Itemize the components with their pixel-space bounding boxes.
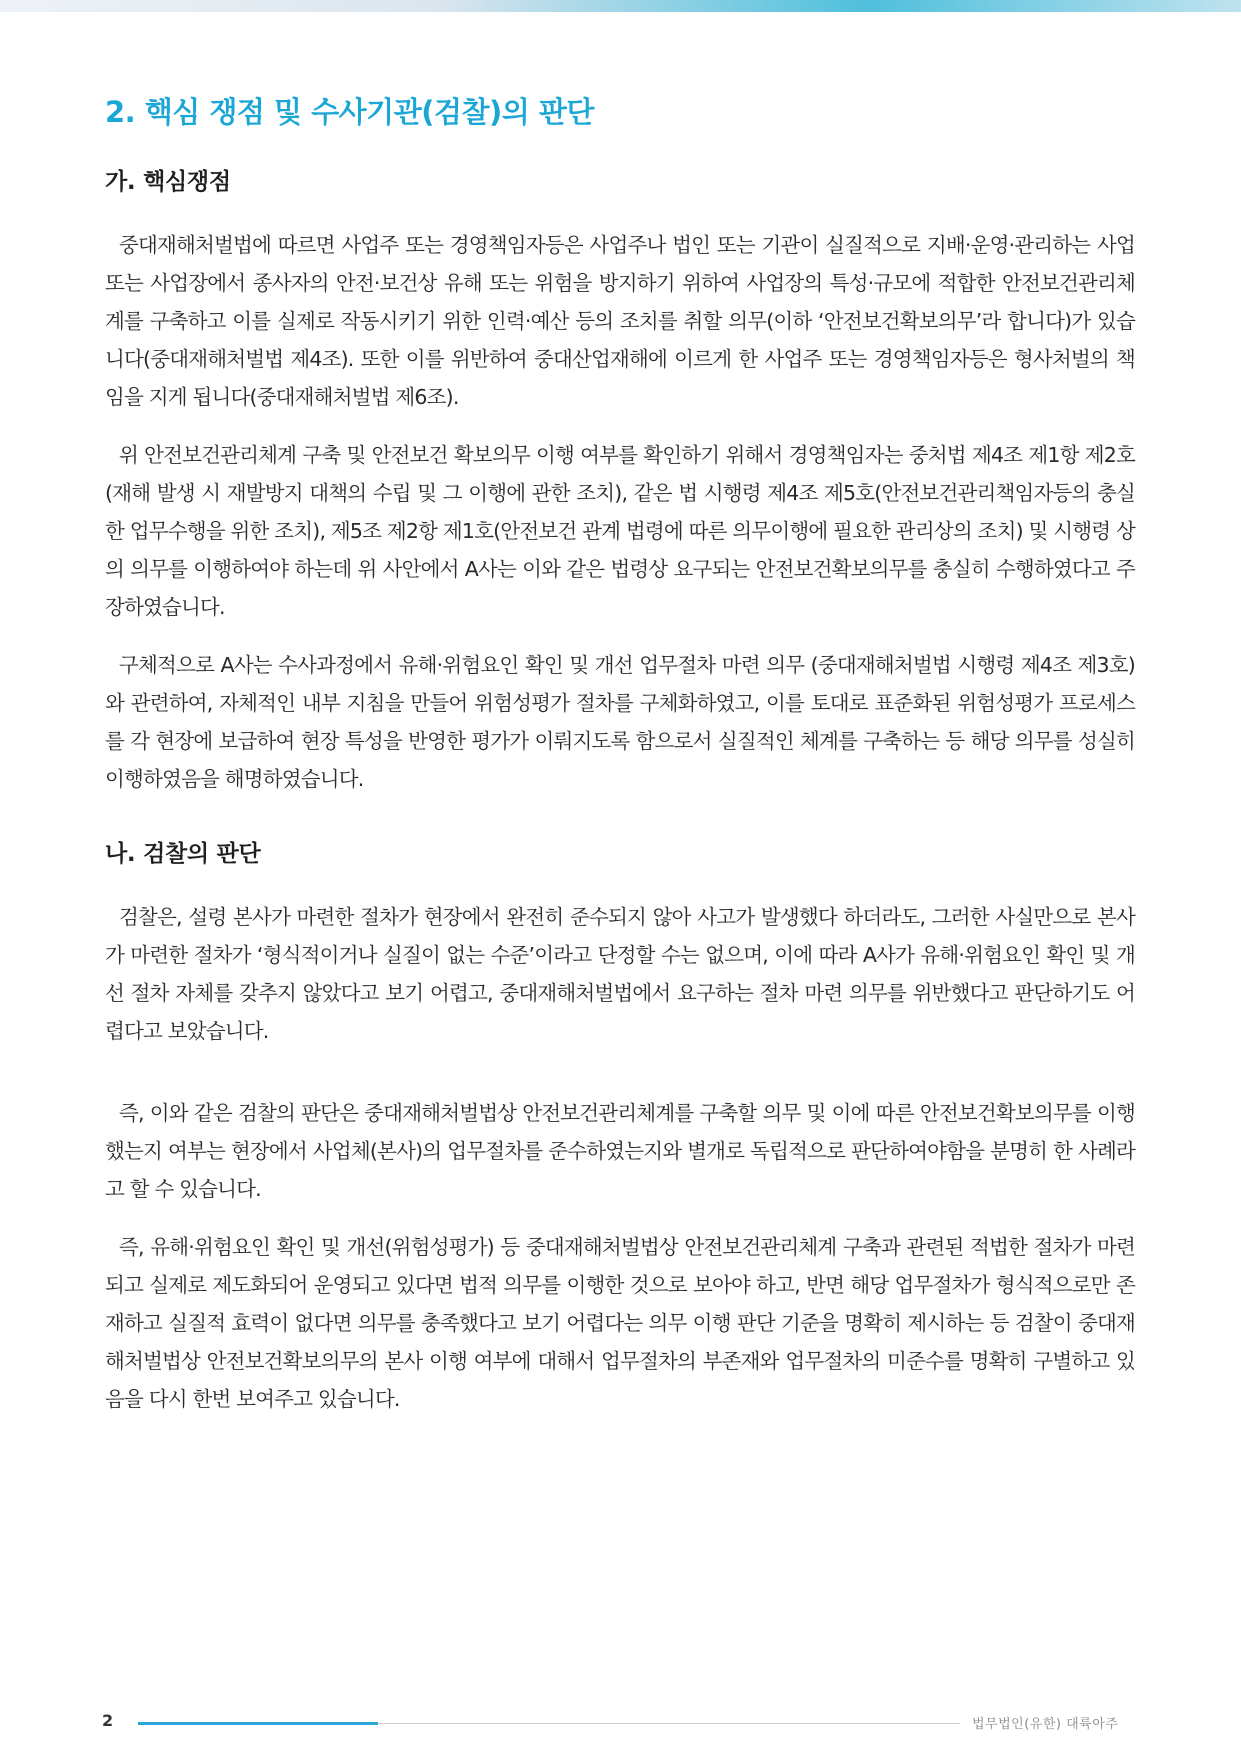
paragraph: 구체적으로 A사는 수사과정에서 유해·위험요인 확인 및 개선 업무절차 마련 의무 (중대재해처벌법 시행령 제4조 제3호)와 관련하여, 자체적인 내부 지침을 만들어 위험성평가 절차를 구체화하였고, 이를 토대로 표준화된 위험성평가 프로세스를 각 현장에 보급하여 현장 특성을 반영한 평가가 이뤄지도록 함으로서 실질적인 체계를 구축하는 등 해당 의무를 성실히 이행하였음을 해명하였습니다. xyxy=(105,653,1135,791)
footer-divider-line xyxy=(378,1723,960,1724)
page-content xyxy=(105,92,1135,1418)
paragraph: 위 안전보건관리체계 구축 및 안전보건 확보의무 이행 여부를 확인하기 위해서 경영책임자는 중처법 제4조 제1항 제2호(재해 발생 시 재발방지 대책의 수립 및 그 이행에 관한 조치), 같은 법 시행령 제4조 제5호(안전보건관리책임자등의 충실한 업무수행을 위한 조치), 제5조 제2항 제1호(안전보건 관계 법령에 따른 의무이행에 필요한 관리상의 조치) 및 시행령 상의 의무를 이행하여야 하는데 위 사안에서 A사는 이와 같은 법령상 요구되는 안전보건확보의무를 충실히 수행하였다고 주장하였습니다. xyxy=(105,443,1135,619)
section-title: 2. 핵심 쟁점 및 수사기관(검찰)의 판단 xyxy=(105,95,594,129)
paragraph: 검찰은, 설령 본사가 마련한 절차가 현장에서 완전히 준수되지 않아 사고가 발생했다 하더라도, 그러한 사실만으로 본사가 마련한 절차가 ‘형식적이거나 실질이 없는 수준’이라고 단정할 수는 없으며, 이에 따라 A사가 유해·위험요인 확인 및 개선 절차 자체를 갖추지 않았다고 보기 어렵고, 중대재해처벌법에서 요구하는 절차 마련 의무를 위반했다고 판단하기도 어렵다고 보았습니다. xyxy=(105,905,1135,1043)
paragraph: 즉, 이와 같은 검찰의 판단은 중대재해처벌법상 안전보건관리체계를 구축할 의무 및 이에 따른 안전보건확보의무를 이행했는지 여부는 현장에서 사업체(본사)의 업무절차를 준수하였는지와 별개로 독립적으로 판단하여야함을 분명히 한 사례라고 할 수 있습니다. xyxy=(105,1101,1135,1201)
paragraph: 즉, 유해·위험요인 확인 및 개선(위험성평가) 등 중대재해처벌법상 안전보건관리체계 구축과 관련된 적법한 절차가 마련되고 실제로 제도화되어 운영되고 있다면 법적 의무를 이행한 것으로 보아야 하고, 반면 해당 업무절차가 형식적으로만 존재하고 실질적 효력이 없다면 의무를 충족했다고 보기 어렵다는 의무 이행 판단 기준을 명확히 제시하는 등 검찰이 중대재해처벌법상 안전보건확보의무의 본사 이행 여부에 대해서 업무절차의 부존재와 업무절차의 미준수를 명확히 구별하고 있음을 다시 한번 보여주고 있습니다. xyxy=(105,1235,1135,1411)
top-gradient-bar xyxy=(0,0,1241,12)
paragraph: 중대재해처벌법에 따르면 사업주 또는 경영책임자등은 사업주나 법인 또는 기관이 실질적으로 지배·운영·관리하는 사업 또는 사업장에서 종사자의 안전·보건상 유해 또는 위험을 방지하기 위하여 사업장의 특성·규모에 적합한 안전보건관리체계를 구축하고 이를 실제로 작동시키기 위한 인력·예산 등의 조치를 취할 의무(이하 ‘안전보건확보의무’라 합니다)가 있습니다(중대재해처벌법 제4조). 또한 이를 위반하여 중대산업재해에 이르게 한 사업주 또는 경영책임자등은 형사처벌의 책임을 지게 됩니다(중대재해처벌법 제6조). xyxy=(105,233,1135,409)
heading-key-issues: 가. 핵심쟁점 xyxy=(105,169,231,195)
page-number: 2 xyxy=(102,1711,114,1730)
heading-prosecution-judgment: 나. 검찰의 판단 xyxy=(105,841,261,867)
footer-accent-line xyxy=(138,1722,378,1725)
firm-name: 법무법인(유한) 대륙아주 xyxy=(972,1717,1119,1732)
